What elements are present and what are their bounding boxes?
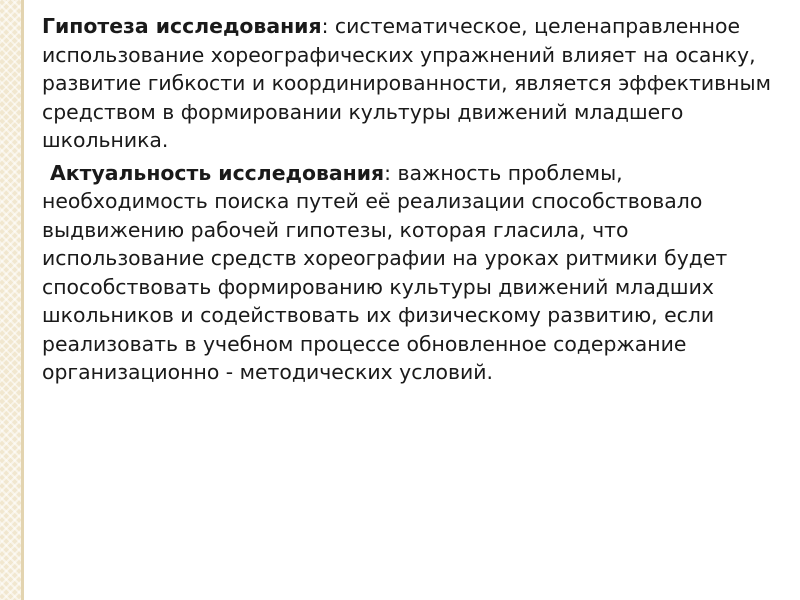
- hypothesis-text: : систематическое, целенаправленное использование хореографических упражнений влияет на осанку, развитие гибкости и координированности, является эффективным средством в формировании культуры движений младшего школьника.: [42, 14, 771, 152]
- relevance-heading: Актуальность исследования: [50, 160, 385, 185]
- hypothesis-heading: Гипотеза исследования: [42, 14, 322, 38]
- decorative-side-line: [21, 0, 24, 600]
- relevance-text: : важность проблемы, необходимость поиска путей её реализации способствовало выдвижению рабочей гипотезы, которая гласила, что использование средств хореографии на уроках ритмики будет способствовать формированию культуры движений младших школьников и содействовать их физическому развитию, если реализовать в учебном процессе обновленное содержание организационно - методических условий.: [42, 160, 728, 384]
- relevance-paragraph: [42, 159, 787, 387]
- slide-content: [42, 12, 787, 387]
- decorative-side-pattern: [0, 0, 21, 600]
- hypothesis-paragraph: [42, 12, 787, 155]
